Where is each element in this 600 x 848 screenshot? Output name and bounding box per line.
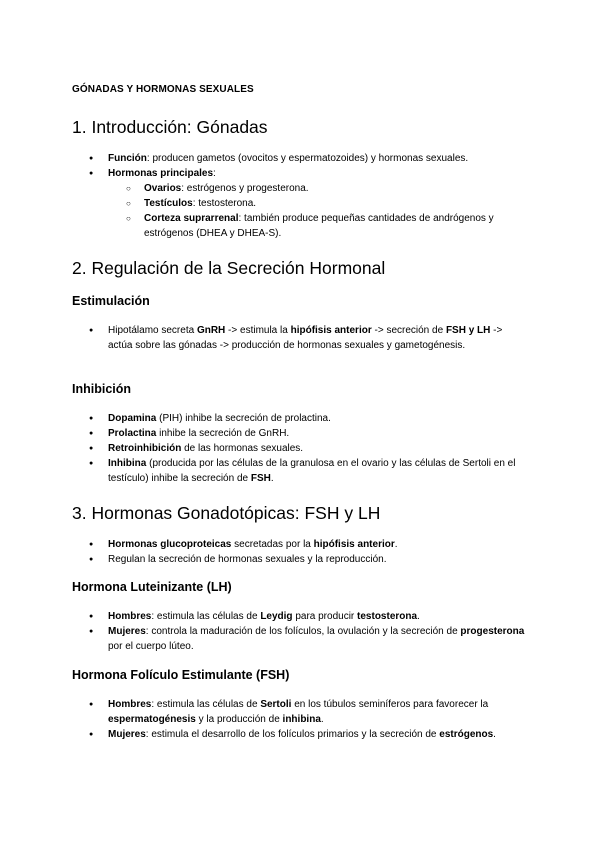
list-item-inhibina: ● Inhibina (producida por las células de la granulosa en el ovario y las células de Sertoli en el testículo) inhibe la secreción de FSH. [0,456,528,486]
list-item-hormonas: ● Hormonas principales: [0,166,528,181]
list-item-regulan: ● Regulan la secreción de hormonas sexuales y la reproducción. [0,552,528,567]
inhibicion-heading: Inhibición [72,382,132,396]
fsh-heading: Hormona Folículo Estimulante (FSH) [72,668,290,682]
lh-heading: Hormona Luteinizante (LH) [72,580,232,594]
estimulacion-list [0,323,528,353]
fsh-list [0,697,528,742]
sublist-item-corteza: ○ Corteza suprarrenal: también produce pequeñas cantidades de andrógenos y estrógenos (DHEA y DHEA-S). [0,211,528,241]
document-title: GÓNADAS Y HORMONAS SEXUALES [72,84,254,95]
section-3-heading: 3. Hormonas Gonadotópicas: FSH y LH [72,503,381,523]
list-item-estimulacion: ● Hipotálamo secreta GnRH -> estimula la hipófisis anterior -> secreción de FSH y LH -> actúa sobre las gónadas -> producción de hormonas sexuales y gametogénesis. [0,323,528,353]
lh-list [0,609,528,654]
list-item-funcion: ● Función: producen gametos (ovocitos y espermatozoides) y hormonas sexuales. [0,151,528,166]
list-item-retroinhibicion: ● Retroinhibición de las hormonas sexuales. [0,441,528,456]
sublist-item-testiculos: ○ Testículos: testosterona. [0,196,528,211]
list-item-glucoproteicas: ● Hormonas glucoproteicas secretadas por la hipófisis anterior. [0,537,528,552]
section-1-list [0,151,528,241]
list-item-dopamina: ● Dopamina (PIH) inhibe la secreción de prolactina. [0,411,528,426]
section-1-heading: 1. Introducción: Gónadas [72,117,268,137]
section-2-heading: 2. Regulación de la Secreción Hormonal [72,258,386,278]
list-item-prolactina: ● Prolactina inhibe la secreción de GnRH. [0,426,528,441]
sublist-item-ovarios: ○ Ovarios: estrógenos y progesterona. [0,181,528,196]
estimulacion-heading: Estimulación [72,294,150,308]
list-item-lh-mujeres: ● Mujeres: controla la maduración de los folículos, la ovulación y la secreción de progesterona por el cuerpo lúteo. [0,624,528,654]
inhibicion-list [0,411,528,486]
section-3-list [0,537,528,567]
list-item-fsh-hombres: ● Hombres: estimula las células de Sertoli en los túbulos seminíferos para favorecer la espermatogénesis y la producción de inhibina. [0,697,528,727]
list-item-lh-hombres: ● Hombres: estimula las células de Leydig para producir testosterona. [0,609,528,624]
list-item-fsh-mujeres: ● Mujeres: estimula el desarrollo de los folículos primarios y la secreción de estrógenos. [0,727,528,742]
